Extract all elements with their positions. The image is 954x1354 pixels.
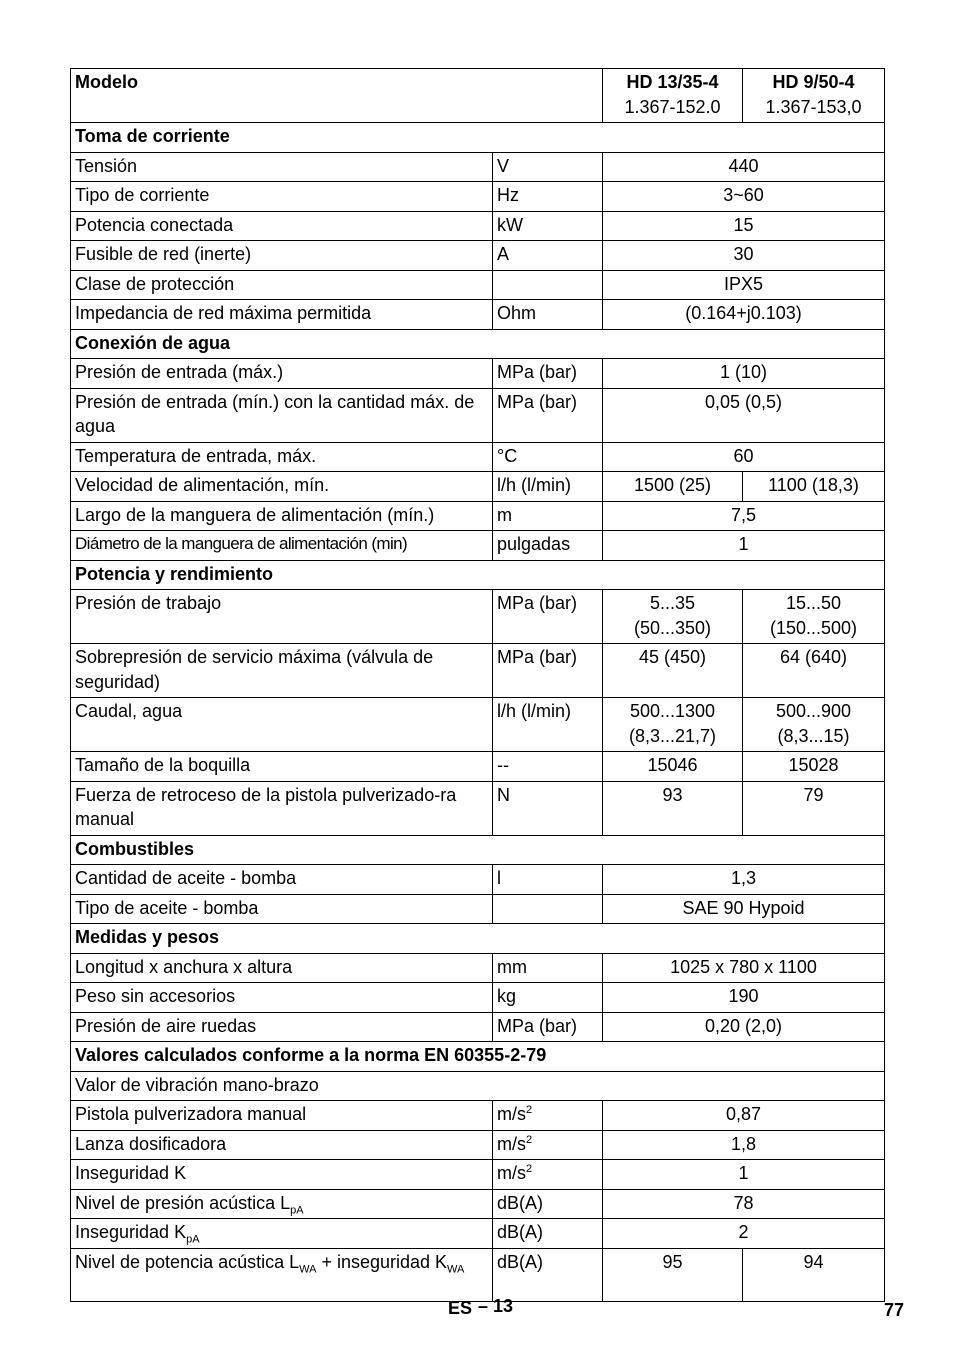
row-value: 0,20 (2,0) [603,1012,885,1042]
row-value: 30 [603,241,885,271]
table-row [71,1071,885,1101]
section-title: Potencia y rendimiento [71,560,885,590]
section-row [71,924,885,954]
row-value: 0,87 [603,1101,885,1131]
section-row [71,560,885,590]
row-unit [493,894,603,924]
row-label: Sobrepresión de servicio máxima (válvula de seguridad) [71,644,493,698]
label-sub: WA [447,1263,465,1276]
table-row [71,241,885,271]
row-value-model2 [743,590,885,644]
section-row [71,329,885,359]
value-line: 15...50 [785,593,842,613]
section-row [71,123,885,153]
value-line: 500...900 [775,701,852,721]
table-row [71,211,885,241]
table-row [71,1160,885,1190]
row-unit: A [493,241,603,271]
row-unit: MPa (bar) [493,388,603,442]
row-value-model1: 1500 (25) [603,472,743,502]
row-label: Inseguridad K [71,1160,493,1190]
row-unit: MPa (bar) [493,1012,603,1042]
table-row [71,644,885,698]
row-value: (0.164+j0.103) [603,300,885,330]
table-row [71,983,885,1013]
row-unit [493,270,603,300]
value-line: (50...350) [633,617,712,638]
model1-name: HD 13/35-4 [626,72,719,92]
table-row [71,781,885,835]
row-value: 440 [603,152,885,182]
row-label: Pistola pulverizadora manual [71,1101,493,1131]
row-label: Presión de entrada (mín.) con la cantidad máx. de agua [71,388,493,442]
row-value-model2: 79 [743,781,885,835]
row-value: 60 [603,442,885,472]
model2-code: 1.367-153,0 [765,96,862,117]
row-unit: kg [493,983,603,1013]
row-value: 3~60 [603,182,885,212]
row-label: Presión de aire ruedas [71,1012,493,1042]
unit-sup: 2 [526,1104,533,1116]
row-unit [493,1160,603,1190]
row-unit: -- [493,752,603,782]
table-row [71,1130,885,1160]
table-row [71,1012,885,1042]
row-label: Tipo de aceite - bomba [71,894,493,924]
row-value: 15 [603,211,885,241]
row-label: Potencia conectada [71,211,493,241]
footer-local-page: – 13 [478,1296,514,1316]
row-label: Velocidad de alimentación, mín. [71,472,493,502]
row-value-model1: 93 [603,781,743,835]
row-value: SAE 90 Hypoid [603,894,885,924]
table-row [71,1219,885,1249]
row-value: 1 (10) [603,359,885,389]
section-title: Toma de corriente [71,123,885,153]
row-unit: Ohm [493,300,603,330]
row-unit: l/h (l/min) [493,472,603,502]
row-unit: V [493,152,603,182]
section-title: Conexión de agua [71,329,885,359]
row-unit: mm [493,953,603,983]
unit-sup: 2 [526,1133,533,1146]
model1-code: 1.367-152.0 [624,96,721,117]
row-value: 1 [603,531,885,561]
row-value: 1 [603,1160,885,1190]
section-row [71,835,885,865]
row-label: Presión de trabajo [71,590,493,644]
table-row [71,472,885,502]
label-text: Nivel de potencia acústica L [75,1251,300,1272]
model2-name: HD 9/50-4 [772,72,855,92]
row-value-model1: 95 [603,1248,743,1301]
table-row [71,1189,885,1219]
row-value: 1025 x 780 x 1100 [603,953,885,983]
label-text: + inseguridad K [316,1251,448,1272]
row-value: 0,05 (0,5) [603,388,885,442]
row-label: Caudal, agua [71,698,493,752]
row-label: Presión de entrada (máx.) [71,359,493,389]
row-value: 78 [603,1189,885,1219]
row-value: 190 [603,983,885,1013]
table-row [71,442,885,472]
value-line: 500...1300 [629,701,716,721]
row-unit: m [493,501,603,531]
table-row [71,894,885,924]
row-value: IPX5 [603,270,885,300]
row-value-model2 [743,698,885,752]
unit-sup: 2 [526,1163,533,1175]
row-label: Clase de protección [71,270,493,300]
table-row [71,388,885,442]
unit-text: m/s [497,1104,526,1124]
row-unit: l [493,865,603,895]
model1-cell [603,69,743,123]
table-row [71,953,885,983]
row-unit: dB(A) [493,1219,603,1249]
table-row [71,152,885,182]
row-label: Longitud x anchura x altura [71,953,493,983]
section-title: Medidas y pesos [71,924,885,954]
row-unit: pulgadas [493,531,603,561]
row-value: 1,8 [603,1130,885,1160]
row-unit: kW [493,211,603,241]
label-text: Nivel de presión acústica L [75,1192,291,1213]
table-row [71,865,885,895]
row-value: 7,5 [603,501,885,531]
unit-text: m/s [497,1163,526,1183]
value-line: (8,3...15) [777,725,850,746]
row-label: Cantidad de aceite - bomba [71,865,493,895]
row-label [71,1189,493,1219]
table-row [71,300,885,330]
row-label: Tensión [71,152,493,182]
row-value-model2: 1100 (18,3) [743,472,885,502]
table-row [71,1101,885,1131]
row-unit: dB(A) [493,1189,603,1219]
row-value: 1,3 [603,865,885,895]
table-row [71,1248,885,1301]
model-label: Modelo [71,69,603,123]
row-value-model1 [603,698,743,752]
row-value-model1: 15046 [603,752,743,782]
row-label: Diámetro de la manguera de alimentación (min) [71,531,493,561]
row-unit: MPa (bar) [493,644,603,698]
value-line: 5...35 [649,593,696,613]
table-row [71,359,885,389]
section-row [71,1042,885,1072]
label-sub: pA [186,1233,200,1246]
row-label [71,1248,493,1301]
row-label: Fusible de red (inerte) [71,241,493,271]
table-row [71,182,885,212]
row-unit [493,1101,603,1131]
row-label: Largo de la manguera de alimentación (mín.) [71,501,493,531]
row-label [71,1219,493,1249]
row-unit [493,1130,603,1160]
section-title: Combustibles [71,835,885,865]
row-unit: l/h (l/min) [493,698,603,752]
table-row [71,590,885,644]
label-sub: WA [299,1263,317,1276]
row-label: Tamaño de la boquilla [71,752,493,782]
row-label: Fuerza de retroceso de la pistola pulverizado-ra manual [71,781,493,835]
row-label: Lanza dosificadora [71,1130,493,1160]
table-row [71,501,885,531]
row-value-model1 [603,590,743,644]
row-unit: Hz [493,182,603,212]
label-sub: pA [290,1204,304,1217]
row-unit: dB(A) [493,1248,603,1301]
table-row [71,531,885,561]
footer-language: ES [448,1298,473,1318]
row-label: Valor de vibración mano-brazo [71,1071,885,1101]
unit-text: m/s [497,1133,526,1154]
row-label: Tipo de corriente [71,182,493,212]
row-label: Temperatura de entrada, máx. [71,442,493,472]
specifications-table [70,68,885,1302]
row-unit: N [493,781,603,835]
row-label: Impedancia de red máxima permitida [71,300,493,330]
header-row [71,69,885,123]
table-row [71,270,885,300]
row-label: Peso sin accesorios [71,983,493,1013]
footer-page-number: 77 [884,1300,905,1320]
row-unit: °C [493,442,603,472]
label-text: Inseguridad K [75,1222,187,1242]
row-unit: MPa (bar) [493,590,603,644]
table-row [71,752,885,782]
value-line: (150...500) [769,617,858,638]
value-line: (8,3...21,7) [628,725,717,746]
row-value-model2: 94 [743,1248,885,1301]
row-unit: MPa (bar) [493,359,603,389]
model2-cell [743,69,885,123]
table-row [71,698,885,752]
row-value-model2: 15028 [743,752,885,782]
row-value: 2 [603,1219,885,1249]
row-value-model1: 45 (450) [603,644,743,698]
section-title: Valores calculados conforme a la norma EN 60355-2-79 [71,1042,885,1072]
row-value-model2: 64 (640) [743,644,885,698]
